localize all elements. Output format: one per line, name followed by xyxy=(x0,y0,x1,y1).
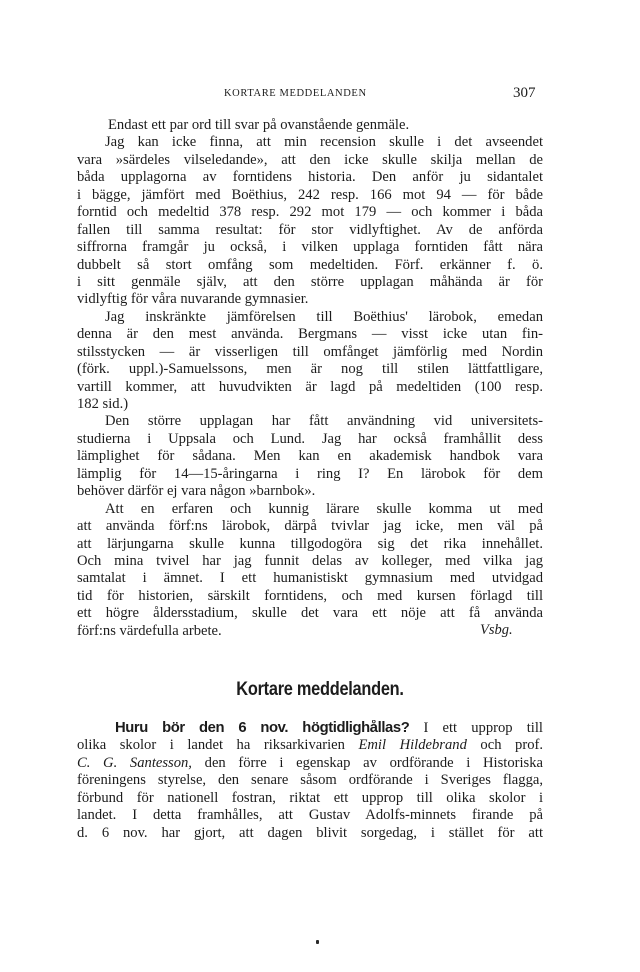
running-header xyxy=(0,85,640,106)
person-name: Emil Hildebrand xyxy=(358,737,467,754)
text-line: Att en erfaren och kunnig lärare skulle komma ut med xyxy=(105,500,543,517)
text-line xyxy=(77,755,543,772)
text-line: behöver därför ej vara någon »barnbok». xyxy=(77,483,316,500)
text-line: vidlyftig för våra nuvarande gymnasier. xyxy=(77,291,309,308)
text-line: Endast ett par ord till svar på ovanstående genmäle. xyxy=(108,117,410,133)
text-line xyxy=(77,737,543,754)
person-name: C. G. Santesson, xyxy=(77,754,192,771)
text-line: tid för historien, särskilt forntidens, och med kursen förlagd till xyxy=(77,587,543,604)
signature: Vsbg. xyxy=(480,622,513,638)
text-line: landet. I detta framhålles, att Gustav Adolfs-minnets firande på xyxy=(77,807,543,824)
text-line: fallen till samma resultat: för stor vidlyftighet. Av de anförda xyxy=(77,221,543,238)
text-line: Jag kan icke finna, att min recension skulle i det avseendet xyxy=(105,134,543,151)
line-fragment: den förre i egenskap av ordförande i Historiska xyxy=(204,754,543,771)
text-line: forntid och medeltid 378 resp. 292 mot 179 — och kommer i båda xyxy=(77,204,543,221)
article-first-line xyxy=(77,720,543,737)
text-line: 182 sid.) xyxy=(77,396,129,412)
text-line: förbund för nationell fostran, riktat ett upprop till olika skolor i xyxy=(77,789,543,806)
text-line: denna är den mest använda. Bergmans — visst icke utan fin- xyxy=(77,326,543,343)
text-line: föreningens styrelse, den senare såsom ordförande i Sveriges flagga, xyxy=(77,772,543,789)
running-title: KORTARE MEDDELANDEN xyxy=(224,88,367,99)
article-title: Huru bör den 6 nov. högtidlighållas? xyxy=(115,720,410,736)
print-speck xyxy=(316,940,319,944)
text-line: stilsstycken — är visserligen till omfånget jämförlig med Nordin xyxy=(77,343,543,360)
text-line: lämplighet för sådana. Men kan en akademisk handbok vara xyxy=(77,448,543,465)
section-heading: Kortare meddelanden. xyxy=(236,679,404,700)
text-line: i sitt genmäle själv, att den större upplagan måhända är för xyxy=(77,273,543,290)
text-line: förf:ns värdefulla arbete. xyxy=(77,622,222,639)
text-line: att lärjungarna skulle kunna tillgodogöra sig det rika innehållet. xyxy=(77,535,543,552)
text-line: Den större upplagan har fått användning vid universitets- xyxy=(105,413,543,430)
text-line: i bägge, jämfört med Boëthius, 242 resp. 166 mot 94 — för både xyxy=(77,186,543,203)
text-line: vartill kommer, att huvudvikten är lagd på medeltiden (100 resp. xyxy=(77,378,543,395)
line-fragment: och prof. xyxy=(480,737,543,754)
article-first-line-rest: I ett upprop till xyxy=(423,720,543,736)
text-line: d. 6 nov. har gjort, att dagen blivit sorgedag, i stället för att xyxy=(77,824,543,841)
text-line: (förk. uppl.)-Samuelssons, men är nog till stilen lättfattligare, xyxy=(77,361,543,378)
text-line: studierna i Uppsala och Lund. Jag har också framhållit dess xyxy=(77,430,543,447)
article-text xyxy=(77,720,543,842)
text-line: vara »särdeles vilseledande», att den icke skulle skilja mellan de xyxy=(77,151,543,168)
page-number: 307 xyxy=(513,85,536,101)
text-line: lämplig för 14—15-åringarna i ring I? En lärobok för dem xyxy=(77,465,543,482)
text-line: att använda förf:ns lärobok, därpå tvivlar jag icke, men väl på xyxy=(77,518,543,535)
text-line: samtalat i ämnet. I ett humanistiskt gymnasium med utvidgad xyxy=(77,570,543,587)
text-line: ett högre åldersstadium, skulle det vara ett nöje att få använda xyxy=(77,605,543,622)
text-line: dubbelt så stort omfång som medeltiden. Förf. erkänner f. ö. xyxy=(77,256,543,273)
line-fragment: olika skolor i landet ha riksarkivarien xyxy=(77,737,345,754)
text-line: båda upplagorna av forntidens historia. Den anför ju sidantalet xyxy=(77,169,543,186)
text-line: Jag inskränkte jämförelsen till Boëthius' lärobok, emedan xyxy=(105,308,543,325)
reply-text xyxy=(77,117,543,640)
text-line: siffrorna framgår ju också, i vilken upplaga forntiden fått nära xyxy=(77,239,543,256)
text-line: Och mina tvivel har jag funnit delas av kolleger, med vilka jag xyxy=(77,552,543,569)
